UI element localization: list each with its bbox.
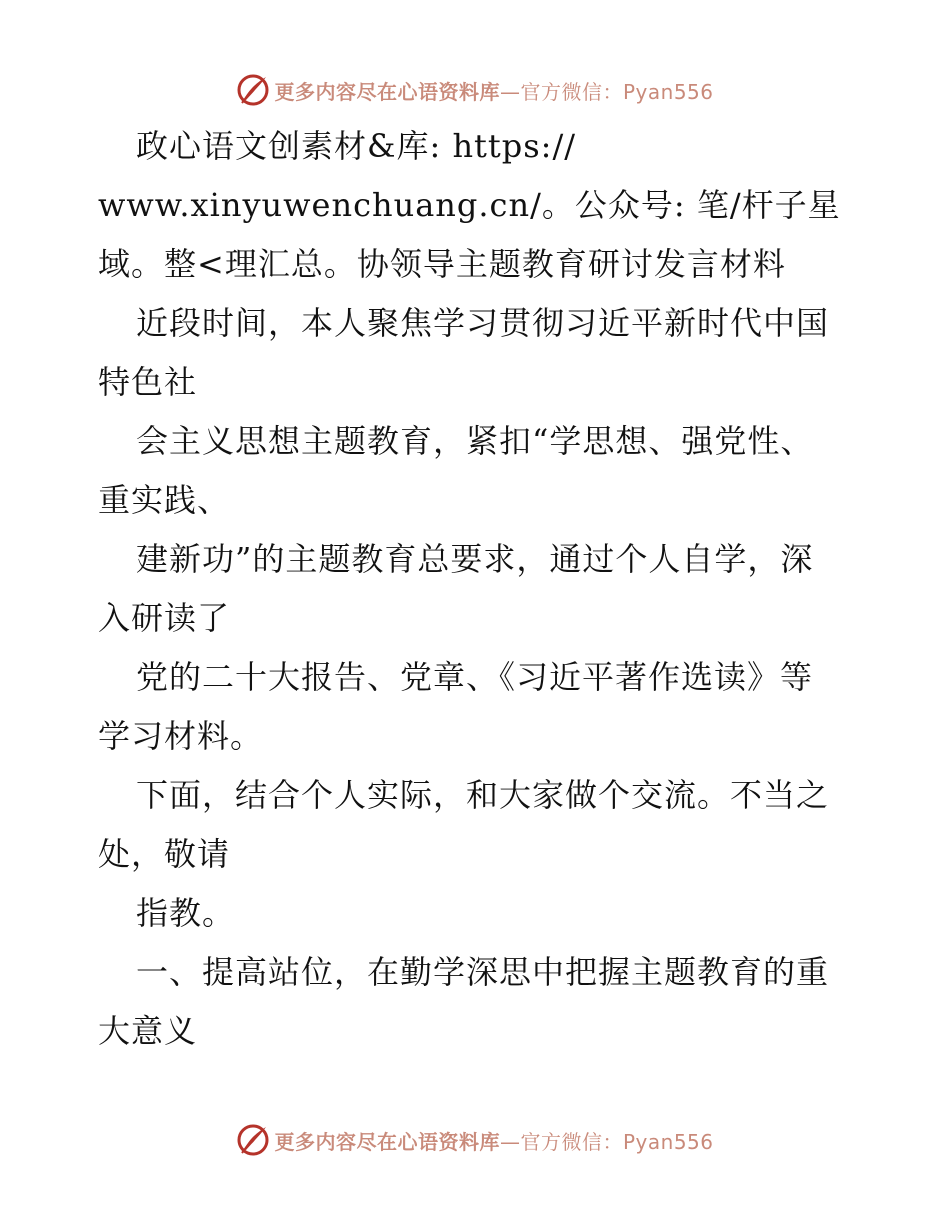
watermark-separator: — [499, 1129, 521, 1154]
text-line: www.xinyuwenchuang.cn/。公众号: 笔/杆子星 [98, 186, 841, 224]
watermark-separator: — [499, 79, 521, 104]
watermark-footer [0, 1120, 950, 1160]
text-line: 域。整<理汇总。协领导主题教育研讨发言材料 [98, 245, 786, 283]
watermark-text [274, 76, 713, 105]
feather-logo-icon [236, 73, 270, 107]
watermark-brand: 更多内容尽在心语资料库 [274, 79, 500, 104]
watermark-wechat-id: Pyan556 [622, 79, 714, 104]
text-line: 会主义思想主题教育，紧扣“学思想、强党性、 [136, 422, 814, 460]
watermark-wechat-label: 官方微信： [520, 1129, 623, 1154]
text-line: 指教。 [136, 894, 236, 932]
section-heading: 一、提高站位，在勤学深思中把握主题教育的重 [136, 953, 830, 991]
watermark-wechat-label: 官方微信： [520, 79, 623, 104]
text-line: 建新功”的主题教育总要求，通过个人自学，深 [136, 540, 814, 578]
text-line: 入研读了 [98, 599, 231, 637]
text-line: 处，敬请 [98, 835, 231, 873]
watermark-header [0, 70, 950, 110]
text-line: 学习材料。 [98, 717, 264, 755]
watermark-wechat-id: Pyan556 [622, 1129, 714, 1154]
text-line: 党的二十大报告、党章、《习近平著作选读》等 [136, 658, 814, 696]
feather-logo-icon [236, 1123, 270, 1157]
text-line: 重实践、 [98, 481, 231, 519]
text-line: 下面，结合个人实际，和大家做个交流。不当之 [136, 776, 830, 814]
section-heading-continued: 大意义 [98, 1012, 198, 1050]
watermark-brand: 更多内容尽在心语资料库 [274, 1129, 500, 1154]
text-line: 特色社 [98, 363, 198, 401]
text-line: 政心语文创素材&库: https:// [136, 127, 577, 165]
text-line: 近段时间，本人聚焦学习贯彻习近平新时代中国 [136, 304, 830, 342]
watermark-text [274, 1126, 713, 1155]
